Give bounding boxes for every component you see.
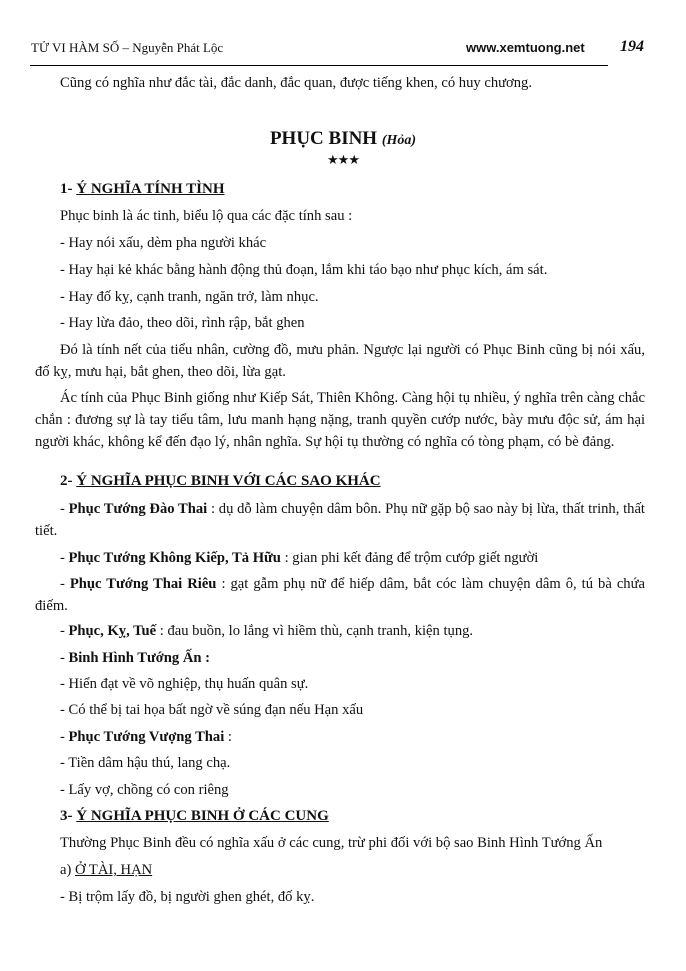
paragraph: Ác tính của Phục Binh giống như Kiếp Sát, Thiên Không. Càng hội tụ nhiều, ý nghĩa trên càng chắc chắn : đương sự là tay tiểu tâm, lưu manh hạng nặng, tranh quyền cướp nước, bày mưu độc sử, ám hại người khác, không kể đến đạo lý, nhân nghĩa. Sự hội tụ thường có nghĩa có tòng phạm, có bè đảng. (35, 390, 645, 450)
list-item: - Phục, Kỵ, Tuế : đau buồn, lo lắng vì hiềm thù, cạnh tranh, kiện tụng. (60, 623, 474, 639)
heading-number: 1- (60, 181, 77, 197)
stars-icon: ★★★ (327, 152, 359, 167)
heading-1 (60, 178, 645, 200)
page-number: 194 (620, 38, 644, 55)
subheading-text: Ở TÀI, HẠN (75, 862, 153, 878)
heading-number: 2- (60, 473, 77, 489)
header-divider (30, 65, 608, 66)
star-combo: Binh Hình Tướng Ấn : (68, 650, 211, 666)
paragraph: Đó là tính nết của tiểu nhân, cường đồ, mưu phản. Ngược lại người có Phục Binh cũng bị nói xấu, đố kỵ, mưu hại, bắt ghen, theo dõi, lừa gạt. (35, 342, 645, 380)
star-combo: Phục Tướng Thai Riêu (69, 576, 217, 592)
list-item: - Có thể bị tai họa bất ngờ về súng đạn nếu Hạn xấu (60, 702, 364, 718)
book-title: TỬ VI HÀM SỐ – Nguyễn Phát Lộc (31, 40, 224, 55)
subheading-prefix: a) (60, 862, 75, 878)
title-main: PHỤC BINH (269, 128, 378, 149)
website-link[interactable]: www.xemtuong.net (466, 40, 585, 55)
star-combo: Phục, Kỵ, Tuế (68, 623, 157, 639)
heading-text: Ý NGHĨA PHỤC BINH Ở CÁC CUNG (76, 808, 329, 824)
meaning: : (224, 729, 232, 745)
title-element: (Hỏa) (381, 133, 417, 148)
list-item: - Lấy vợ, chồng có con riêng (60, 782, 229, 798)
subheading (60, 859, 645, 881)
meaning: : gạt gẫm phụ nữ để hiếp dâm, bắt cóc làm chuyện dâm ô, tú bà chứa điếm. (35, 576, 645, 614)
paragraph: Phục binh là ác tinh, biểu lộ qua các đặc tính sau : (60, 208, 353, 224)
list-item: - Phục Tướng Vượng Thai : (60, 729, 232, 745)
star-combo: Phục Tướng Vượng Thai (68, 729, 225, 745)
list-item: - Tiền dâm hậu thú, lang chạ. (60, 755, 231, 771)
heading-number: 3- (60, 808, 77, 824)
heading-3 (60, 805, 645, 827)
list-item: - Phục Tướng Không Kiếp, Tả Hữu : gian phi kết đảng để trộm cướp giết người (60, 550, 539, 566)
star-combo: Phục Tướng Đào Thai (68, 501, 208, 517)
list-item: - Phục Tướng Đào Thai : dụ dỗ làm chuyện dâm bôn. Phụ nữ gặp bộ sao này bị lừa, thất trinh, thất tiết. (35, 501, 645, 539)
meaning: : đau buồn, lo lắng vì hiềm thù, cạnh tranh, kiện tụng. (156, 623, 474, 639)
section-title (0, 128, 686, 150)
heading-2 (60, 470, 645, 492)
list-item: - Binh Hình Tướng Ấn : (60, 650, 211, 666)
paragraph: Thường Phục Binh đều có nghĩa xấu ở các cung, trừ phi đối với bộ sao Binh Hình Tướng Ấn (60, 835, 603, 851)
list-item: - Hay hại kẻ khác bằng hành động thủ đoạn, lắm khi táo bạo như phục kích, ám sát. (60, 262, 548, 278)
list-item: - Hay nói xấu, dèm pha người khác (60, 235, 267, 251)
meaning: : dụ dỗ làm chuyện dâm bôn. Phụ nữ gặp bộ sao này bị lừa, thất trinh, thất tiết. (35, 501, 645, 539)
list-item: - Hay lừa đảo, theo dõi, rình rập, bắt ghen (60, 315, 305, 331)
meaning: : gian phi kết đảng để trộm cướp giết người (280, 550, 539, 566)
list-item: - Bị trộm lấy đồ, bị người ghen ghét, đố kỵ. (60, 889, 315, 905)
heading-text: Ý NGHĨA TÍNH TÌNH (76, 181, 225, 197)
list-item: - Phục Tướng Thai Riêu : gạt gẫm phụ nữ để hiếp dâm, bắt cóc làm chuyện dâm ô, tú bà chứa điếm. (35, 576, 645, 614)
star-combo: Phục Tướng Không Kiếp, Tả Hữu (68, 550, 281, 566)
heading-text: Ý NGHĨA PHỤC BINH VỚI CÁC SAO KHÁC (76, 473, 381, 489)
list-item: - Hiển đạt về võ nghiệp, thụ huấn quân sự. (60, 676, 309, 692)
list-item: - Hay đố kỵ, cạnh tranh, ngăn trở, làm nhục. (60, 289, 319, 305)
intro-paragraph: Cũng có nghĩa như đắc tài, đắc danh, đắc quan, được tiếng khen, có huy chương. (60, 75, 532, 91)
